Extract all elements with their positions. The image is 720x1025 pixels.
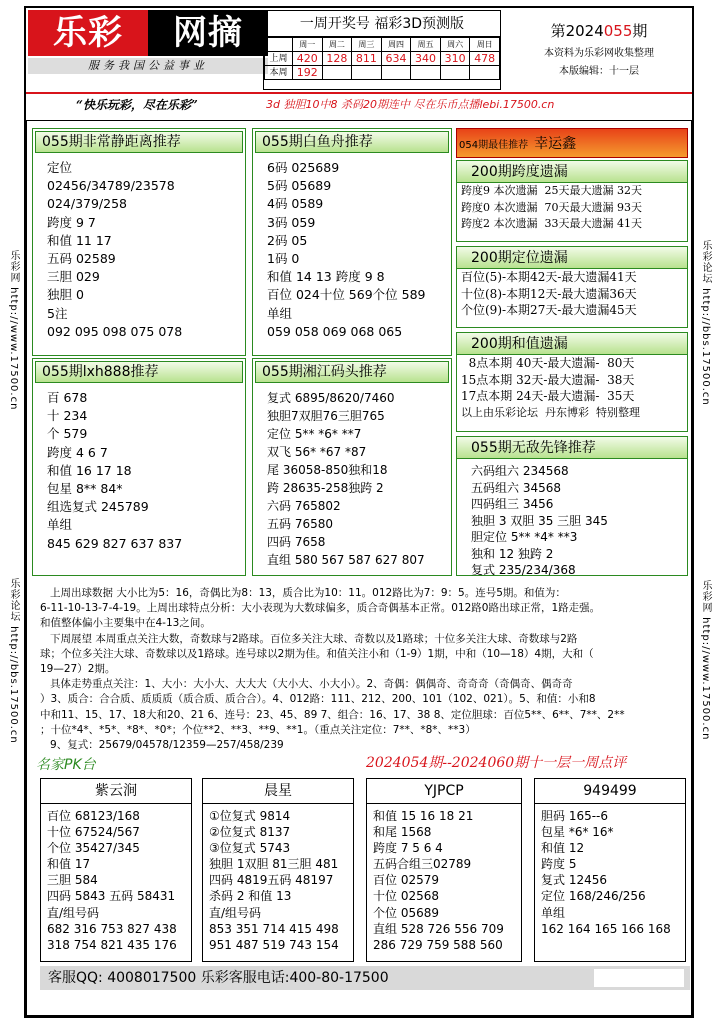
box-title: 055期无敌先锋推荐 bbox=[457, 437, 687, 459]
day: 周五 bbox=[411, 38, 441, 52]
pk-title: 名家PK台 bbox=[36, 757, 96, 773]
expert-body: 胆码 165--6 包星 *6* 16* 和值 12 跨度 5 复式 12456 定位 168/246/256 单组 162 164 165 166 168 bbox=[541, 809, 671, 936]
draw-number: 128 bbox=[322, 52, 352, 66]
expert-body: 百位 68123/168 十位 67524/567 个位 35427/345 和值 17 三胆 584 四码 5843 五码 58431 直/组号码 682 316 753 827 438 318 754 821 435 176 bbox=[47, 809, 177, 952]
expert-box-1 bbox=[40, 778, 192, 962]
logo-right: 网摘 bbox=[148, 10, 268, 56]
span-omission bbox=[456, 160, 688, 242]
logo-left: 乐彩 bbox=[28, 10, 148, 56]
row: 跨度2 本次遗漏 33天最大遗漏 41天 bbox=[461, 217, 642, 230]
issue-number: 第2024055期 bbox=[550, 22, 648, 40]
row: 跨度0 本次遗漏 70天最大遗漏 93天 bbox=[461, 200, 642, 214]
slogan: 服务我国公益事业 bbox=[28, 58, 268, 74]
box-body: 复式 6895/8620/7460 独胆7双胆76三胆765 定位 5** *6* **7 双飞 56* *67 *87 尾 36058-850独和18 跨 28635-258独跨 2 六码 765802 五码 76580 四码 7658 直组 580 567 587 627 807 bbox=[267, 391, 425, 567]
row: 十位(8)-本期12天-最大遗漏36天 bbox=[461, 286, 637, 301]
draw-number: 192 bbox=[293, 66, 323, 80]
footer-contact: 客服QQ: 4008017500 乐彩客服电话:400-80-17500 bbox=[40, 966, 690, 990]
box-title: 055期白鱼舟推荐 bbox=[255, 131, 449, 153]
position-omission bbox=[456, 246, 688, 328]
expert-name: 紫云涧 bbox=[40, 778, 192, 804]
analysis-text: 上周出球数据 大小比为5：16，奇偶比为8：13，质合比为10：11。012路比为7：9：5。连号5期。和值为： 6-11-10-13-7-4-19。上周出球特点分析：大小表现为大数球偏多，质合奇偶基本正常。012路0路出球正常，1路走强。 和值整体偏小主要集中在4-13之间。 下周展望 本周重点关注大数，奇数球与2路球。百位多关注大球、奇数以及1路球；十位多关注大球、奇数球与2路 球；个位多关注大球、奇数球以及1路球。连号球以2期为佳。和值关注小和（1-9）1期，中和（10—18）4期，大和（ 19—27）2期。 具体走势重点关注：1、大小：大小大、大大大（大小大、小大小）。2、奇偶：偶偶奇、奇奇奇（奇偶奇、偶奇奇 ）3、质合：合合质、质质质（质合质、质合合）。4、012路：111、212、200、101（102、021）。5、和值：小和8 中和11、15、17、18大和20、21 6、连号：23、45、89 7、组合：16、17、38 8、定位胆球：百位5**、6**、7**、2** ；十位*4*、*5*、*8*、*0*；个位**2、**3、**9、**1。（重点关注定位：7**、*8*、**3） 9、复式：25679/04578/12359—257/458/239 bbox=[40, 587, 625, 752]
row: 跨度9 本次遗漏 25天最大遗漏 32天 bbox=[461, 184, 642, 197]
expert-name: 949499 bbox=[534, 778, 686, 804]
row: 15点本期 32天-最大遗漏- 38天 bbox=[461, 372, 635, 387]
draw-number: 811 bbox=[352, 52, 382, 66]
sum-omission bbox=[456, 332, 688, 432]
box-recommend-2 bbox=[252, 128, 452, 356]
box-title: 055期湘江码头推荐 bbox=[255, 361, 449, 383]
page bbox=[24, 6, 694, 1018]
box-title: 055期非常静距离推荐 bbox=[35, 131, 243, 153]
box-title: 200期和值遗漏 bbox=[457, 333, 687, 355]
box-recommend-4 bbox=[252, 358, 452, 576]
expert-name: 晨星 bbox=[202, 778, 354, 804]
day: 周四 bbox=[381, 38, 411, 52]
row: 个位(9)-本期27天-最大遗漏45天 bbox=[461, 303, 637, 317]
day: 周六 bbox=[440, 38, 470, 52]
week-table bbox=[264, 37, 500, 80]
box-body: 六码组六 234568 五码组六 34568 四码组三 3456 独胆 3 双胆 35 三胆 345 胆定位 5** *4* **3 独和 12 独跨 2 复式 235/234/368 bbox=[471, 464, 608, 577]
box-title: 055期lxh888推荐 bbox=[35, 361, 243, 383]
box-title: 200期定位遗漏 bbox=[457, 247, 687, 269]
draw-number: 634 bbox=[381, 52, 411, 66]
this-week-label: 本周 bbox=[265, 66, 293, 80]
tagline bbox=[26, 94, 692, 116]
draw-number: 478 bbox=[470, 52, 500, 66]
side-link[interactable]: 乐彩网 http://www.17500.cn bbox=[8, 250, 19, 411]
day: 周日 bbox=[470, 38, 500, 52]
expert-box-2 bbox=[202, 778, 354, 962]
day: 周一 bbox=[293, 38, 323, 52]
info-line: 本资料为乐彩网收集整理 bbox=[544, 48, 654, 59]
box-body: 百 678 十 234 个 579 跨度 4 6 7 和值 16 17 18 包星 8** 84* 组选复式 245789 单组 845 629 827 637 837 bbox=[47, 390, 183, 551]
side-link[interactable]: 乐彩论坛 http://bbs.17500.cn bbox=[8, 578, 19, 744]
draw-number: 340 bbox=[411, 52, 441, 66]
side-link[interactable]: 乐彩网 http://www.17500.cn bbox=[700, 580, 711, 741]
logo bbox=[28, 10, 268, 74]
tagline-right[interactable]: 3d 独胆10中8 杀码20期连中 尽在乐币点播lebi.17500.cn bbox=[266, 98, 555, 111]
row: 百位(5)-本期42天-最大遗漏41天 bbox=[461, 270, 637, 284]
box-body: 定位 02456/34789/23578 024/379/258 跨度 9 7 和值 11 17 五码 02589 三胆 029 独胆 0 5注 092 095 098 075 078 bbox=[47, 160, 183, 339]
box-recommend-3 bbox=[32, 358, 246, 576]
expert-body: ①位复式 9814 ②位复式 8137 ③位复式 5743 独胆 1双胆 81三胆 481 四码 4819五码 48197 杀码 2 和值 13 直/组号码 853 351 714 415 498 951 487 519 743 154 bbox=[209, 809, 339, 952]
draw-number: 310 bbox=[440, 52, 470, 66]
expert-name: YJPCP bbox=[366, 778, 522, 804]
last-week-label: 上周 bbox=[265, 52, 293, 66]
pk-week: 2024054期--2024060期十一层一周点评 bbox=[366, 755, 627, 771]
box-body: 6码 025689 5码 05689 4码 0589 3码 059 2码 05 1码 0 和值 14 13 跨度 9 8 百位 024十位 569个位 589 单组 059 058 069 068 065 bbox=[267, 160, 426, 339]
day: 周三 bbox=[352, 38, 382, 52]
box-recommend-1 bbox=[32, 128, 246, 356]
editor-line: 本版编辑：十一层 bbox=[559, 66, 639, 77]
expert-body: 和值 15 16 18 21 和尾 1568 跨度 7 5 6 4 五码合组三02789 百位 02579 十位 02568 个位 05689 直组 528 726 556 709 286 729 759 588 560 bbox=[373, 809, 504, 952]
credit: 以上由乐彩论坛 丹东博彩 特别整理 bbox=[461, 405, 640, 419]
row: 17点本期 24天-最大遗漏- 35天 bbox=[461, 389, 635, 403]
row: 8点本期 40天-最大遗漏- 80天 bbox=[461, 356, 635, 370]
issue-info bbox=[506, 10, 692, 90]
tagline-left: “快乐玩彩，尽在乐彩” bbox=[76, 98, 198, 112]
best-recommend-banner: 054期最佳推荐 幸运鑫 bbox=[456, 128, 688, 158]
week-results bbox=[263, 10, 501, 90]
week-title: 一周开奖号 福彩3D预测版 bbox=[264, 11, 500, 37]
draw-number: 420 bbox=[293, 52, 323, 66]
side-link[interactable]: 乐彩论坛 http://bbs.17500.cn bbox=[700, 240, 711, 406]
day: 周二 bbox=[322, 38, 352, 52]
box-title: 200期跨度遗漏 bbox=[457, 161, 687, 183]
expert-box-3 bbox=[366, 778, 522, 962]
expert-box-4 bbox=[534, 778, 686, 962]
box-recommend-5 bbox=[456, 436, 688, 576]
